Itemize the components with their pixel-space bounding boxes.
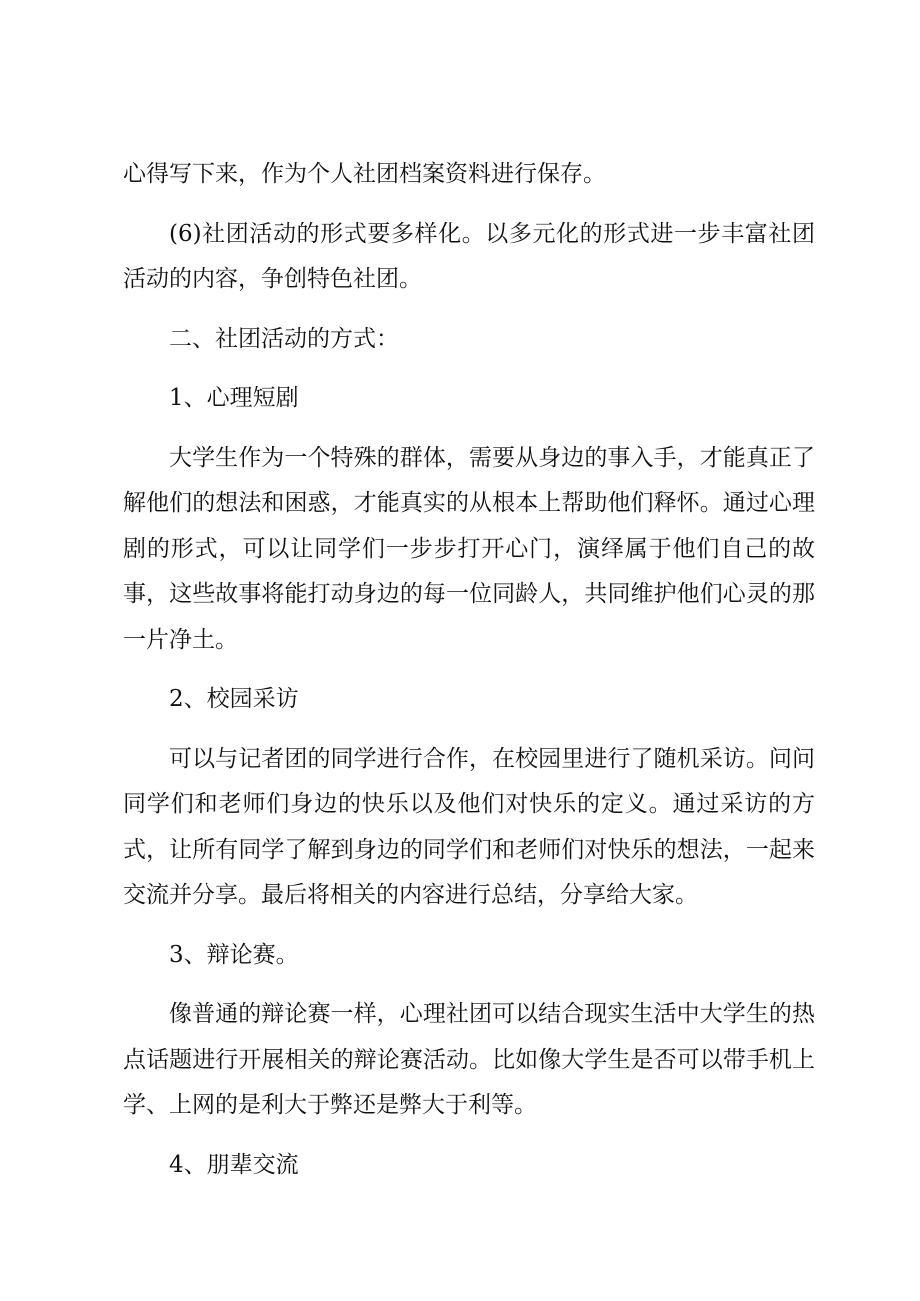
- subheading-debate: 3、辩论赛。: [169, 941, 299, 968]
- document-body: [123, 152, 815, 1202]
- paragraph-psychodrama: 大学生作为一个特殊的群体，需要从身边的事入手，才能真正了解他们的想法和困惑，才能真实的从根本上帮助他们释怀。通过心理剧的形式，可以让同学们一步步打开心门，演绎属于他们自己的故事，这些故事将能打动身边的每一位同龄人，共同维护他们心灵的那一片净土。: [123, 444, 815, 653]
- paragraph-campus-interview: 可以与记者团的同学进行合作，在校园里进行了随机采访。问问同学们和老师们身边的快乐以及他们对快乐的定义。通过采访的方式，让所有同学了解到身边的同学们和老师们对快乐的想法，一起来交流并分享。最后将相关的内容进行总结，分享给大家。: [123, 745, 815, 908]
- subheading-psychodrama: 1、心理短剧: [169, 385, 299, 411]
- subheading-campus-interview: 2、校园采访: [169, 686, 299, 712]
- section-heading-activity-methods: 二、社团活动的方式：: [169, 325, 399, 352]
- paragraph-item-6: (6)社团活动的形式要多样化。以多元化的形式进一步丰富社团活动的内容，争创特色社团。: [123, 220, 815, 292]
- paragraph-debate: 像普通的辩论赛一样，心理社团可以结合现实生活中大学生的热点话题进行开展相关的辩论赛活动。比如像大学生是否可以带手机上学、上网的是利大于弊还是弊大于利等。: [123, 1001, 815, 1118]
- paragraph-continuation: 心得写下来，作为个人社团档案资料进行保存。: [123, 161, 606, 187]
- subheading-peer-exchange: 4、朋辈交流: [169, 1151, 299, 1178]
